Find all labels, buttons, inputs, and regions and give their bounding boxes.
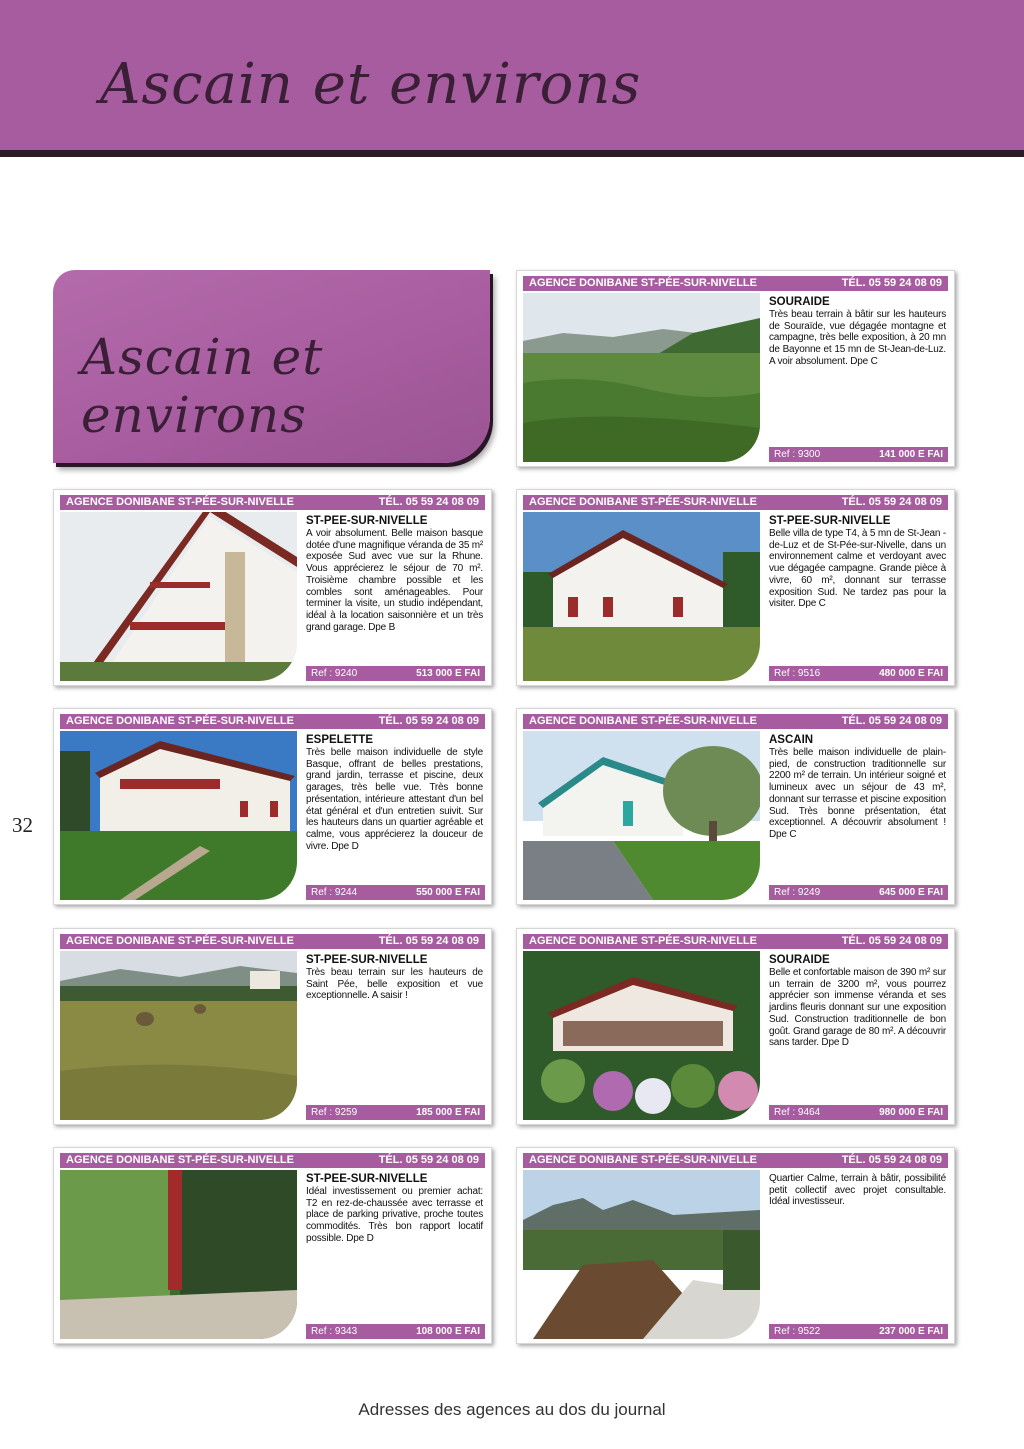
listing-price: 141 000 E FAI [879,449,943,460]
agency-phone: TÉL. 05 59 24 08 09 [378,935,479,947]
listing-footer-bar [769,885,948,900]
listing-header-bar [60,1153,485,1168]
agency-name: AGENCE DONIBANE ST-PÉE-SUR-NIVELLE [529,715,757,727]
listing-title: SOURAIDE [769,296,830,308]
agency-phone: TÉL. 05 59 24 08 09 [841,277,942,289]
listing-ref: Ref : 9240 [311,668,358,679]
listing-header-bar [523,276,948,291]
listing-description: Très beau terrain sur les hauteurs de Saint Pée, belle exposition et vue exceptionnelle. A saisir ! [306,967,483,1002]
listing-header-bar [523,495,948,510]
listing-footer-bar [769,666,948,681]
listing-footer-bar [306,885,485,900]
listing-card[interactable] [516,708,955,905]
listing-card[interactable] [53,708,492,905]
listing-header-bar [60,934,485,949]
listing-price: 645 000 E FAI [879,887,943,898]
listing-ref: Ref : 9300 [774,449,821,460]
agency-phone: TÉL. 05 59 24 08 09 [841,935,942,947]
agency-phone: TÉL. 05 59 24 08 09 [378,1154,479,1166]
listing-ref: Ref : 9259 [311,1107,358,1118]
section-title-card [53,270,490,463]
agency-name: AGENCE DONIBANE ST-PÉE-SUR-NIVELLE [66,1154,294,1166]
listing-header-bar [60,714,485,729]
agency-name: AGENCE DONIBANE ST-PÉE-SUR-NIVELLE [66,715,294,727]
agency-phone: TÉL. 05 59 24 08 09 [378,496,479,508]
listing-description: A voir absolument. Belle maison basque dotée d'une magnifique véranda de 35 m² exposée Sud avec vue sur la Rhune. Vous apprécierez le séjour de 70 m². Troisième chambre possible et les combles sont aménageables. Pour terminer la visite, un studio indépendant, idéal à la location saisonnière et un très grand garage. Dpe B [306,528,484,633]
listing-price: 185 000 E FAI [416,1107,480,1118]
listing-price: 513 000 E FAI [416,668,480,679]
listing-title: ST-PEE-SUR-NIVELLE [306,954,428,966]
agency-phone: TÉL. 05 59 24 08 09 [841,496,942,508]
listing-ref: Ref : 9249 [774,887,821,898]
listing-ref: Ref : 9244 [311,887,358,898]
listing-photo[interactable] [523,512,760,681]
header-divider [0,150,1024,157]
listing-title: SOURAIDE [769,954,830,966]
listing-photo[interactable] [523,731,760,900]
listing-footer-bar [306,1105,485,1120]
listing-price: 550 000 E FAI [416,887,480,898]
listing-photo[interactable] [523,293,760,462]
listing-description: Très beau terrain à bâtir sur les hauteurs de Souraïde, vue dégagée montagne et campagne, très belle exposition, à 20 mn de Bayonne et 15 mn de St-Jean-de-Luz. A voir absolument. Dpe C [769,309,946,367]
listing-card[interactable] [53,928,492,1125]
listing-price: 237 000 E FAI [879,1326,943,1337]
listing-footer-bar [306,1324,485,1339]
listing-ref: Ref : 9516 [774,668,821,679]
agency-phone: TÉL. 05 59 24 08 09 [378,715,479,727]
listing-title: ST-PEE-SUR-NIVELLE [306,1173,428,1185]
listing-card[interactable] [53,489,492,686]
page-number: 32 [12,813,33,837]
listing-card[interactable] [516,489,955,686]
listing-header-bar [523,1153,948,1168]
listing-ref: Ref : 9522 [774,1326,821,1337]
listing-description: Belle et confortable maison de 390 m² sur un terrain de 3200 m², vous pourrez apprécier son immense véranda et ses jardins fleuris donnant sur une exposition Sud. Construction traditionnelle de bon goût. Grand garage de 80 m². A découvrir sans tarder. Dpe D [769,967,946,1049]
listing-photo[interactable] [523,951,760,1120]
listing-header-bar [523,714,948,729]
listing-photo[interactable] [60,512,297,681]
listing-header-bar [523,934,948,949]
listing-card[interactable] [53,1147,492,1344]
listing-header-bar [60,495,485,510]
listing-footer-bar [769,1324,948,1339]
listing-description: Très belle maison individuelle de plain-pied, de construction traditionnelle sur 2200 m² de terrain. Un intérieur soigné et lumineux avec un séjour de 43 m², donnant sur terrasse et piscine exposition Sud. Très bonne présentation, état exceptionnel. A découvrir absolument ! Dpe C [769,747,946,840]
listing-footer-bar [769,1105,948,1120]
agency-name: AGENCE DONIBANE ST-PÉE-SUR-NIVELLE [529,496,757,508]
agency-name: AGENCE DONIBANE ST-PÉE-SUR-NIVELLE [66,496,294,508]
listing-ref: Ref : 9464 [774,1107,821,1118]
listing-price: 480 000 E FAI [879,668,943,679]
listing-card[interactable] [516,270,955,467]
agency-name: AGENCE DONIBANE ST-PÉE-SUR-NIVELLE [529,277,757,289]
footer-note: Adresses des agences au dos du journal [358,1400,666,1419]
listing-title: ST-PEE-SUR-NIVELLE [769,515,891,527]
listing-footer-bar [306,666,485,681]
agency-name: AGENCE DONIBANE ST-PÉE-SUR-NIVELLE [529,935,757,947]
listing-title: ASCAIN [769,734,814,746]
agency-name: AGENCE DONIBANE ST-PÉE-SUR-NIVELLE [529,1154,757,1166]
listing-photo[interactable] [523,1170,760,1339]
listing-ref: Ref : 9343 [311,1326,358,1337]
listing-card[interactable] [516,1147,955,1344]
listing-description: Idéal investissement ou premier achat: T2 en rez-de-chaussée avec terrasse et place de parking privative, proche toutes commodités. Très bon rapport locatif possible. Dpe D [306,1186,483,1244]
listing-title: ESPELETTE [306,734,374,746]
listing-title: ST-PEE-SUR-NIVELLE [306,515,428,527]
section-title: Ascain et environs [81,328,324,444]
listing-description: Très belle maison individuelle de style Basque, offrant de belles prestations, grand jardin, terrasse et piscine, deux garages, très belle vue. Très bonne présentation, intérieure attestant d'un bel état général et d'un entretien suivit. Sur les hauteurs dans un quartier agréable et calme, vous apprécierez la douceur de vivre. Dpe D [306,747,483,852]
listing-photo[interactable] [60,731,297,900]
listing-description: Belle villa de type T4, à 5 mn de St-Jean -de-Luz et de St-Pée-sur-Nivelle, dans un environnement calme et verdoyant avec vue dégagée campagne. Grande pièce à vivre, 60 m², donnant sur terrasse exposition Sud. Ne tardez pas pour la visiter. Dpe C [769,528,946,610]
listing-description: Quartier Calme, terrain à bâtir, possibilité petit collectif avec projet consultable. Idéal investisseur. [769,1173,946,1208]
listing-photo[interactable] [60,951,297,1120]
listing-footer-bar [769,447,948,462]
agency-phone: TÉL. 05 59 24 08 09 [841,715,942,727]
agency-phone: TÉL. 05 59 24 08 09 [841,1154,942,1166]
agency-name: AGENCE DONIBANE ST-PÉE-SUR-NIVELLE [66,935,294,947]
listing-price: 980 000 E FAI [879,1107,943,1118]
listing-card[interactable] [516,928,955,1125]
listing-price: 108 000 E FAI [416,1326,480,1337]
page-title: Ascain et environs [100,52,642,117]
listing-photo[interactable] [60,1170,297,1339]
